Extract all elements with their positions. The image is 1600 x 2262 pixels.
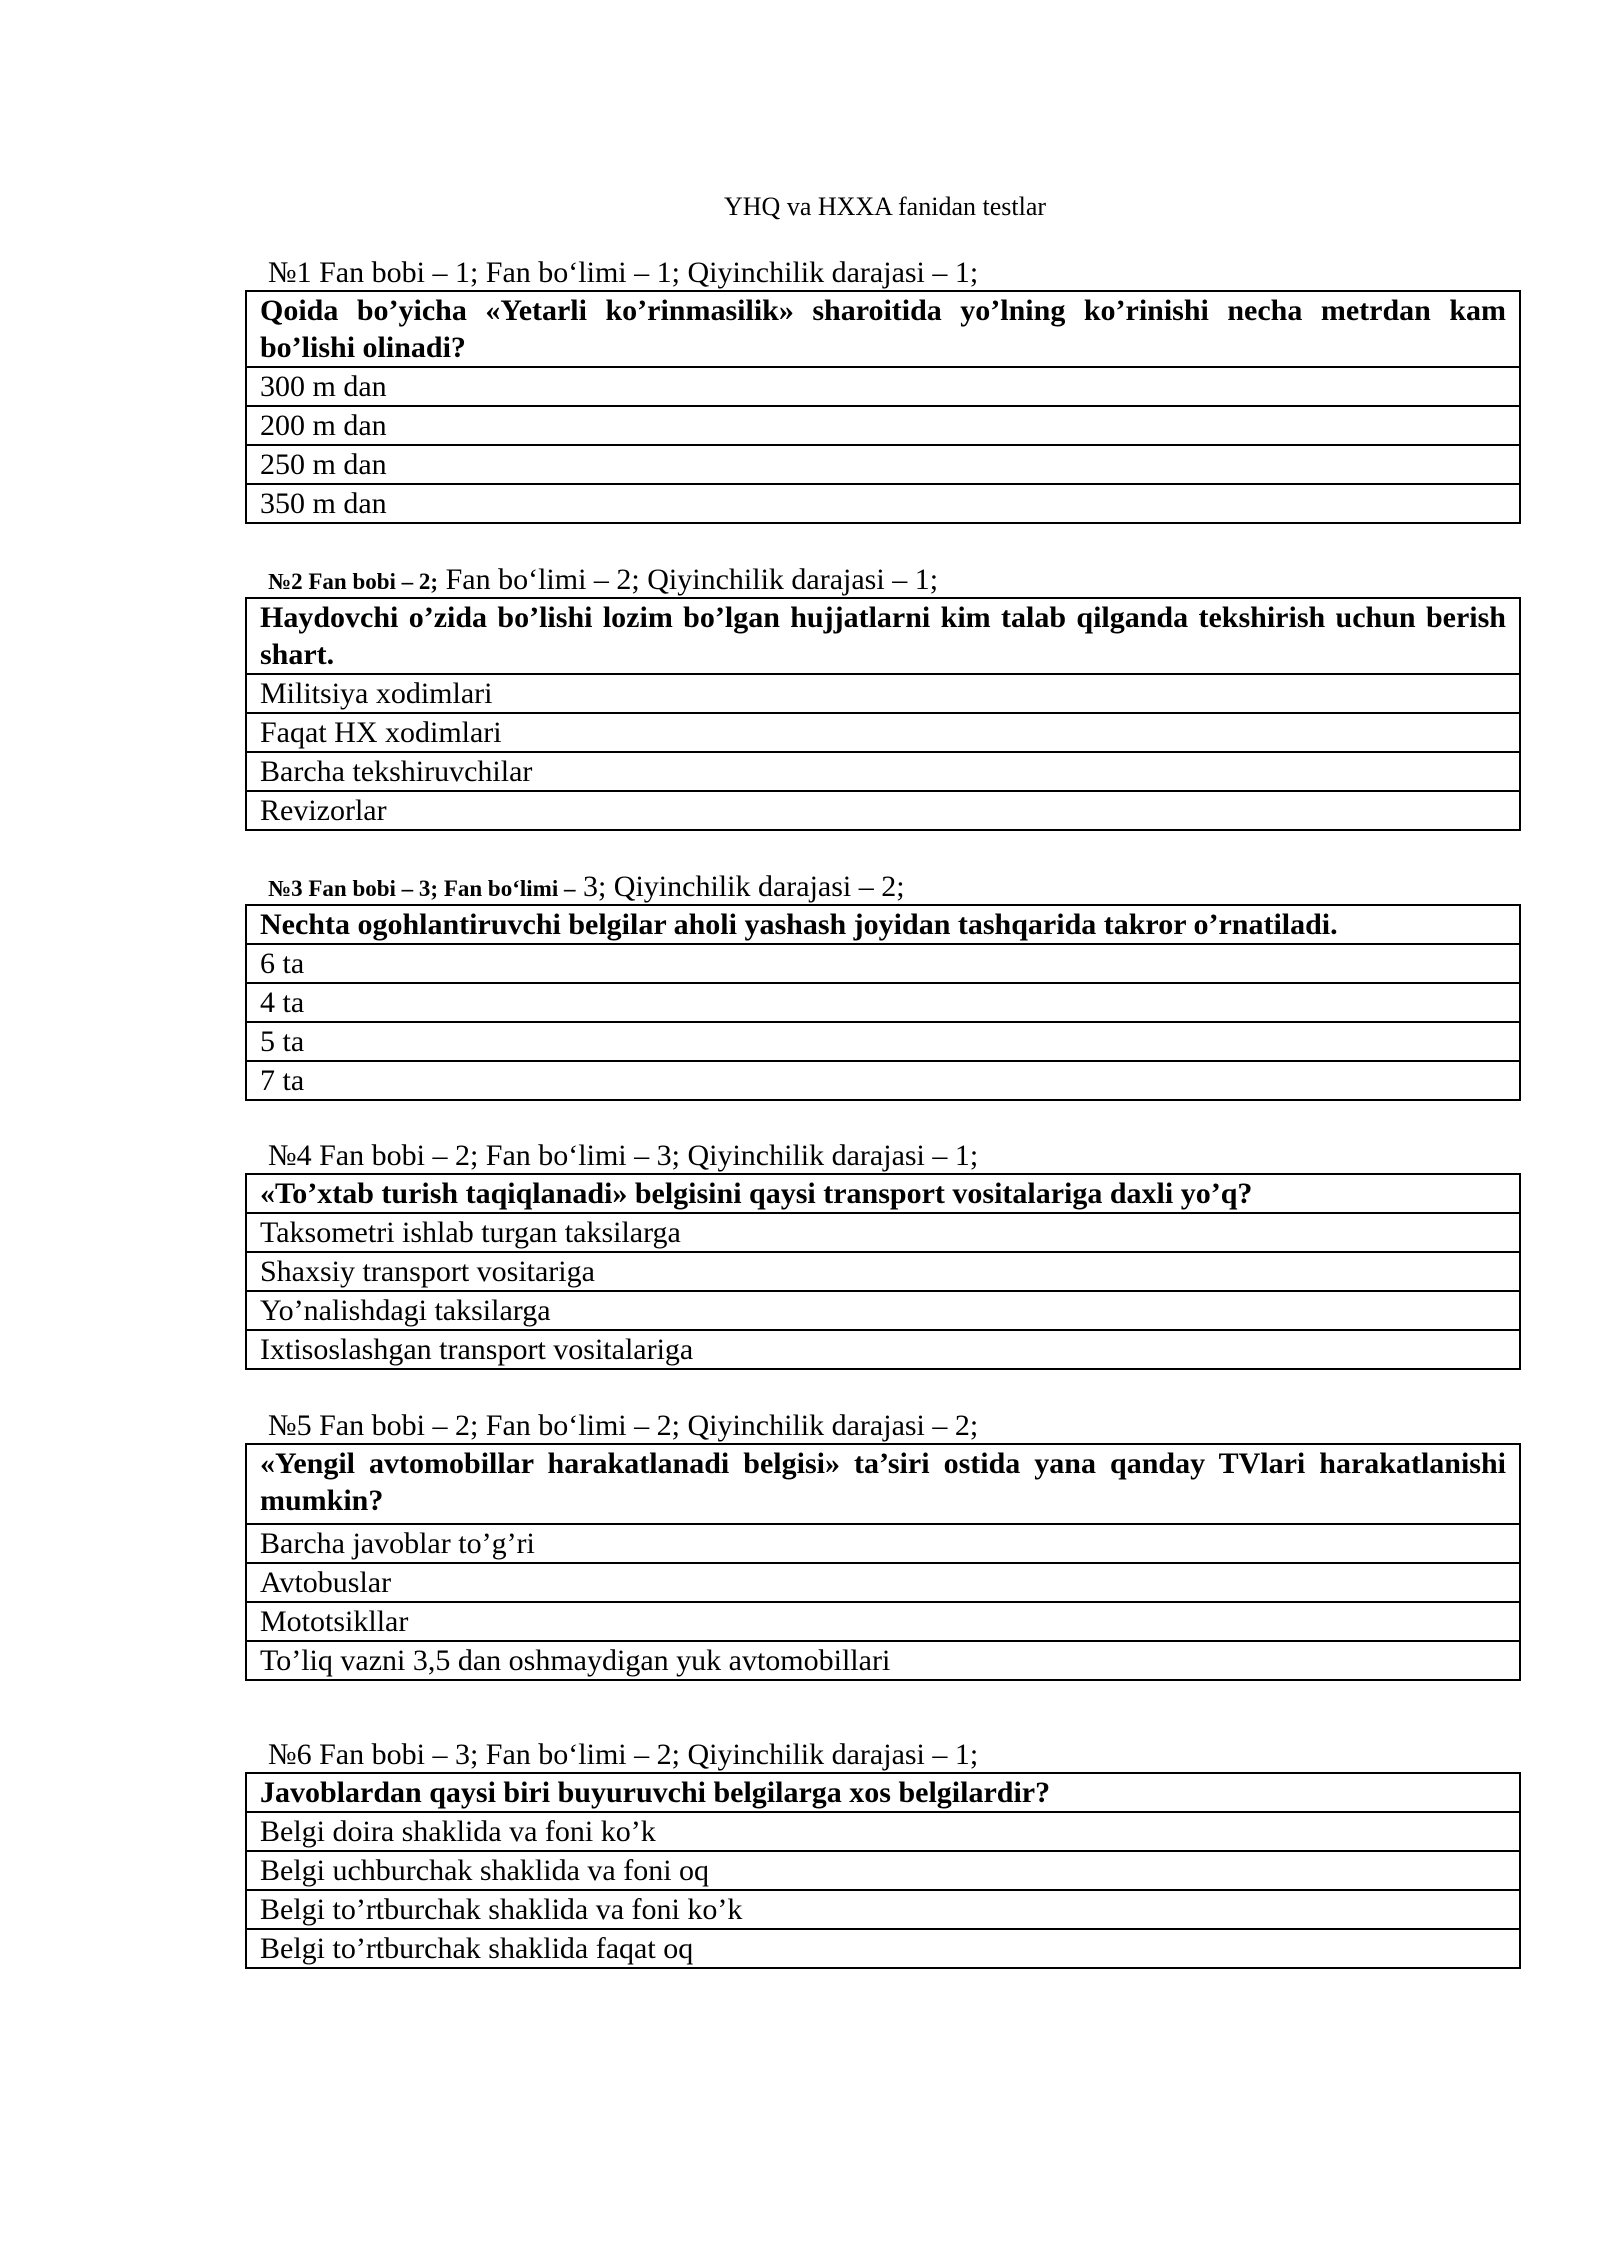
question-header: №6 Fan bobi – 3; Fan bo‘limi – 2; Qiyinchilik darajasi – 1; (268, 1738, 979, 1771)
answer-option: Belgi uchburchak shaklida va foni oq (246, 1851, 1520, 1890)
question-text: Haydovchi o’zida bo’lishi lozim bo’lgan hujjatlarni kim talab qilganda tekshirish uchun berish shart. (246, 598, 1520, 674)
question-block-5 (245, 1409, 1521, 1681)
answer-option: 300 m dan (246, 367, 1520, 406)
question-header-bold: №2 Fan bobi – 2; (268, 569, 439, 594)
question-text: «Yengil avtomobillar harakatlanadi belgisi» ta’siri ostida yana qanday TVlari harakatlanishi mumkin? (246, 1444, 1520, 1524)
question-header-bold: №3 Fan bobi – 3; Fan bo‘limi – (268, 876, 576, 901)
answer-option: 250 m dan (246, 445, 1520, 484)
question-header: №5 Fan bobi – 2; Fan bo‘limi – 2; Qiyinchilik darajasi – 2; (268, 1409, 979, 1442)
answer-option: 350 m dan (246, 484, 1520, 523)
question-text: Qoida bo’yicha «Yetarli ko’rinmasilik» sharoitida yo’lning ko’rinishi necha metrdan kam bo’lishi olinadi? (246, 291, 1520, 367)
question-text: «To’xtab turish taqiqlanadi» belgisini qaysi transport vositalariga daxli yo’q? (246, 1174, 1520, 1213)
answer-option: Barcha javoblar to’g’ri (246, 1524, 1520, 1563)
question-table (245, 1772, 1521, 1969)
question-table (245, 290, 1521, 524)
answer-option: 6 ta (246, 944, 1520, 983)
question-block-6 (245, 1738, 1521, 1969)
question-header: №4 Fan bobi – 2; Fan bo‘limi – 3; Qiyinchilik darajasi – 1; (268, 1139, 979, 1172)
answer-option: 200 m dan (246, 406, 1520, 445)
answer-option: 5 ta (246, 1022, 1520, 1061)
question-header (268, 870, 1521, 904)
answer-option: Belgi to’rtburchak shaklida va foni ko’k (246, 1890, 1520, 1929)
answer-option: 7 ta (246, 1061, 1520, 1100)
answer-option: Revizorlar (246, 791, 1520, 830)
question-block-2 (245, 563, 1521, 831)
answer-option: Ixtisoslashgan transport vositalariga (246, 1330, 1520, 1369)
question-table (245, 1443, 1521, 1681)
question-block-4 (245, 1139, 1521, 1370)
question-header-rest: 3; Qiyinchilik darajasi – 2; (575, 870, 905, 903)
question-header-rest: Fan bo‘limi – 2; Qiyinchilik darajasi – 1; (438, 563, 939, 596)
answer-option: Belgi to’rtburchak shaklida faqat oq (246, 1929, 1520, 1968)
question-block-3 (245, 870, 1521, 1101)
question-table (245, 1173, 1521, 1370)
answer-option: Mototsikllar (246, 1602, 1520, 1641)
answer-option: Avtobuslar (246, 1563, 1520, 1602)
answer-option: Shaxsiy transport vositariga (246, 1252, 1520, 1291)
question-text: Javoblardan qaysi biri buyuruvchi belgilarga xos belgilardir? (246, 1773, 1520, 1812)
question-table (245, 597, 1521, 831)
answer-option: 4 ta (246, 983, 1520, 1022)
answer-option: Militsiya xodimlari (246, 674, 1520, 713)
answer-option: Yo’nalishdagi taksilarga (246, 1291, 1520, 1330)
answer-option: Belgi doira shaklida va foni ko’k (246, 1812, 1520, 1851)
answer-option: Barcha tekshiruvchilar (246, 752, 1520, 791)
question-block-1 (245, 256, 1521, 524)
answer-option: To’liq vazni 3,5 dan oshmaydigan yuk avtomobillari (246, 1641, 1520, 1680)
question-table (245, 904, 1521, 1101)
answer-option: Faqat HX xodimlari (246, 713, 1520, 752)
question-text: Nechta ogohlantiruvchi belgilar aholi yashash joyidan tashqarida takror o’rnatiladi. (246, 905, 1520, 944)
document-title: YHQ va HXXA fanidan testlar (723, 192, 1047, 221)
question-header (268, 563, 1521, 597)
question-header: №1 Fan bobi – 1; Fan bo‘limi – 1; Qiyinchilik darajasi – 1; (268, 256, 979, 289)
answer-option: Taksometri ishlab turgan taksilarga (246, 1213, 1520, 1252)
